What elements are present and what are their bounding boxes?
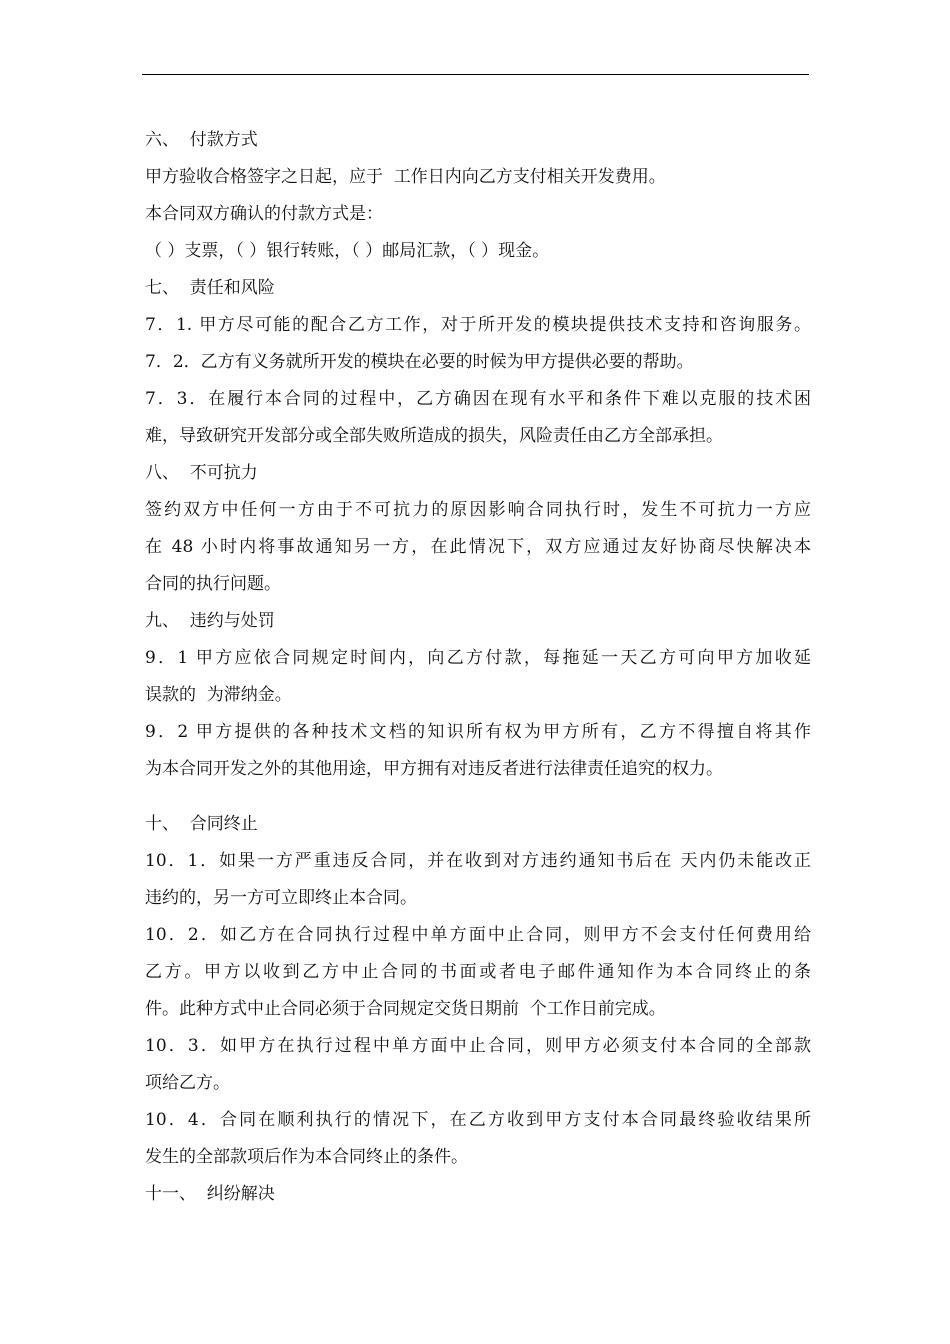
- payment-method-options: （ ）支票，（ ）银行转账，（ ）邮局汇款，（ ）现金。: [145, 241, 550, 261]
- paragraph-line: 误款的 为滞纳金。: [145, 685, 292, 705]
- paragraph-line: 违约的，另一方可立即终止本合同。: [145, 888, 417, 908]
- section-heading-breach: 九、 违约与处罚: [145, 611, 275, 631]
- clause-10-4: 10．4．合同在顺利执行的情况下，在乙方收到甲方支付本合同最终验收结果所: [145, 1110, 811, 1130]
- paragraph-line: 难，导致研究开发部分或全部失败所造成的损失，风险责任由乙方全部承担。: [145, 426, 723, 446]
- clause-9-1: 9．1 甲方应依合同规定时间内，向乙方付款，每拖延一天乙方可向甲方加收延: [145, 648, 811, 668]
- paragraph-line: 为本合同开发之外的其他用途，甲方拥有对违反者进行法律责任追究的权力。: [145, 759, 723, 779]
- section-heading-dispute: 十一、 纠纷解决: [145, 1184, 275, 1204]
- clause-10-1: 10．1．如果一方严重违反合同，并在收到对方违约通知书后在 天内仍未能改正: [145, 851, 811, 871]
- section-heading-payment: 六、 付款方式: [145, 130, 258, 150]
- contract-body: [145, 122, 811, 1213]
- clause-10-2: 10．2．如乙方在合同执行过程中单方面中止合同，则甲方不会支付任何费用给: [145, 925, 811, 945]
- clause-7-1: 7．1. 甲方尽可能的配合乙方工作，对于所开发的模块提供技术支持和咨询服务。: [145, 315, 811, 335]
- paragraph-line: 签约双方中任何一方由于不可抗力的原因影响合同执行时，发生不可抗力一方应: [145, 500, 811, 520]
- paragraph-line: 合同的执行问题。: [145, 574, 281, 594]
- paragraph-line: 甲方验收合格签字之日起，应于 工作日内向乙方支付相关开发费用。: [145, 167, 666, 187]
- clause-9-2: 9．2 甲方提供的各种技术文档的知识所有权为甲方所有，乙方不得擅自将其作: [145, 722, 811, 742]
- paragraph-line: 项给乙方。: [145, 1073, 230, 1093]
- paragraph-line: 在 48 小时内将事故通知另一方，在此情况下，双方应通过友好协商尽快解决本: [145, 537, 811, 557]
- section-heading-force-majeure: 八、 不可抗力: [145, 463, 258, 483]
- header-divider: [142, 74, 809, 75]
- clause-7-3: 7．3．在履行本合同的过程中，乙方确因在现有水平和条件下难以克服的技术困: [145, 389, 811, 409]
- paragraph-line: 乙方。甲方以收到乙方中止合同的书面或者电子邮件通知作为本合同终止的条: [145, 962, 811, 982]
- paragraph-line: 发生的全部款项后作为本合同终止的条件。: [145, 1147, 468, 1167]
- clause-10-3: 10．3．如甲方在执行过程中单方面中止合同，则甲方必须支付本合同的全部款: [145, 1036, 811, 1056]
- paragraph-line: 本合同双方确认的付款方式是：: [145, 204, 383, 224]
- section-heading-liability: 七、 责任和风险: [145, 278, 275, 298]
- section-spacer: [145, 788, 811, 806]
- clause-7-2: 7．2．乙方有义务就所开发的模块在必要的时候为甲方提供必要的帮助。: [145, 352, 694, 372]
- paragraph-line: 件。此种方式中止合同必须于合同规定交货日期前 个工作日前完成。: [145, 999, 666, 1019]
- section-heading-termination: 十、 合同终止: [145, 814, 258, 834]
